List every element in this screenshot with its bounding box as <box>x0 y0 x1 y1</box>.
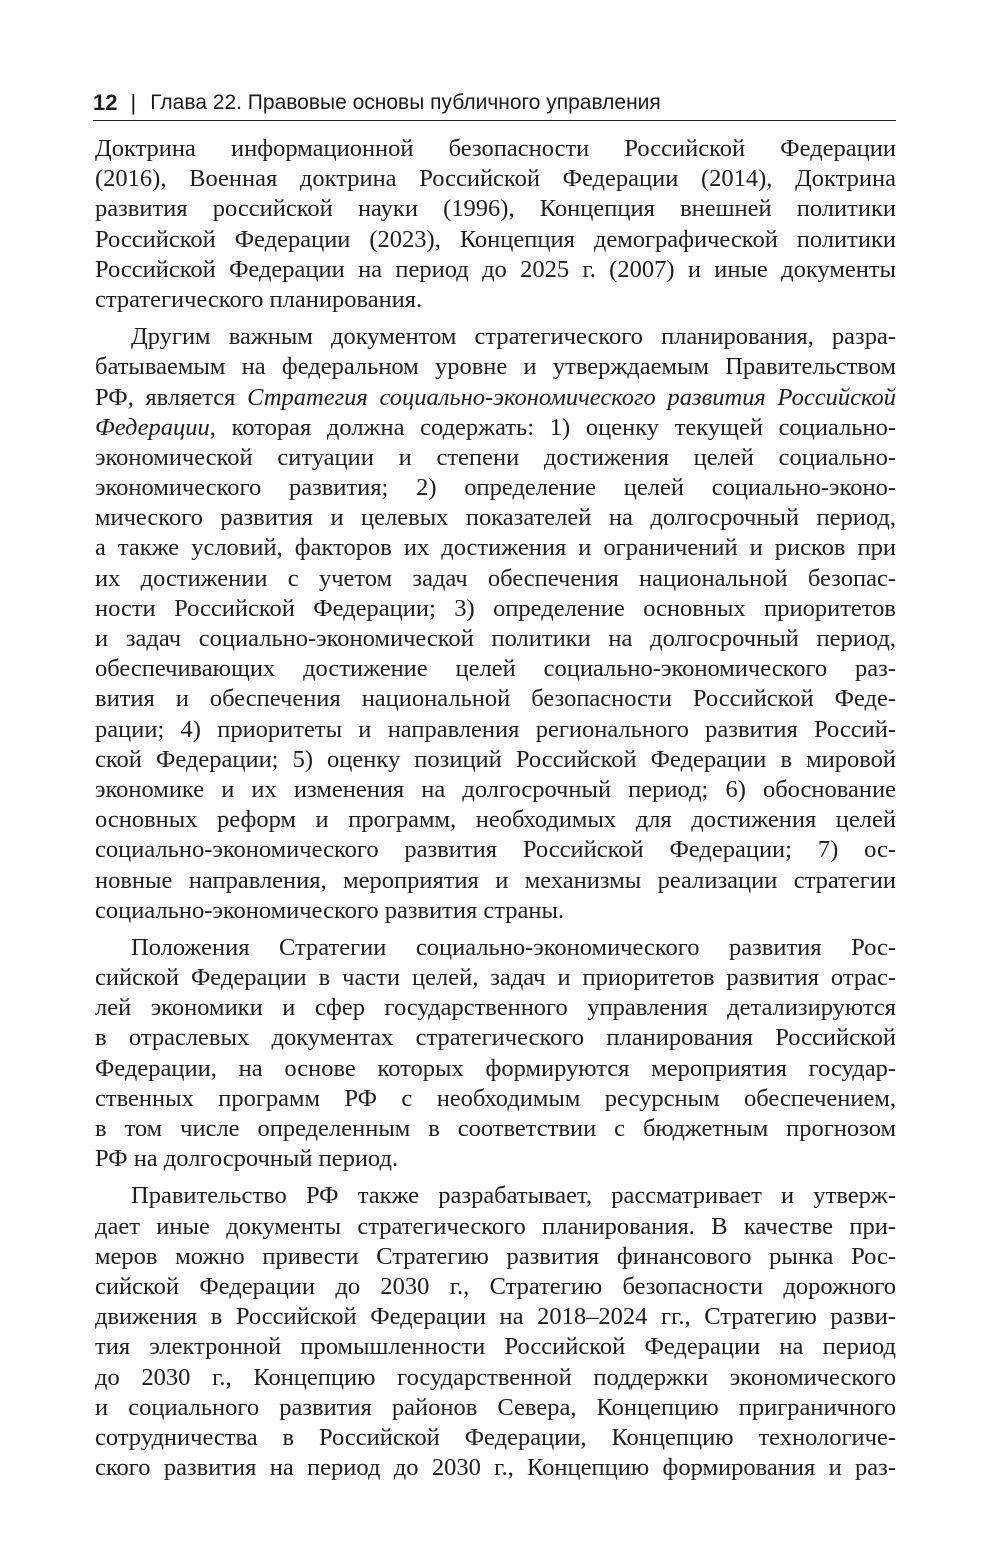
text-line: дает иные документы стратегического планирования. В качестве при- <box>95 1212 896 1240</box>
page-number: 12 <box>93 90 118 115</box>
text-line: ности Российской Федерации; 3) определение основных приоритетов <box>95 594 896 622</box>
text-line: экономической ситуации и степени достижения целей социально- <box>95 443 896 471</box>
text-line: обеспечивающих достижение целей социально-экономического раз- <box>95 655 896 683</box>
paragraph-2 <box>95 322 896 926</box>
text-line: тия электронной промышленности Российской Федерации на период <box>95 1333 896 1361</box>
text-line: сийской Федерации до 2030 г., Стратегию безопасности дорожного <box>95 1272 896 1300</box>
text-line: сийской Федерации в части целей, задач и приоритетов развития отрас- <box>95 964 896 992</box>
text-line: и задач социально-экономической политики на долгосрочный период, <box>95 625 896 652</box>
text-line: ственных программ РФ с необходимым ресурсным обеспечением, <box>95 1084 896 1112</box>
header-separator: | <box>130 90 137 115</box>
italic-term: Федерации <box>95 413 210 441</box>
text-line: Доктрина информационной безопасности Российской Федерации <box>95 135 896 162</box>
text-line: лей экономики и сфер государственного управления детализируются <box>95 994 896 1022</box>
header-rule <box>93 120 896 121</box>
text-line: развития российской науки (1996), Концепция внешней политики <box>95 195 896 223</box>
text-line: социально-экономического развития Российской Федерации; 7) ос- <box>95 836 896 864</box>
paragraph-4 <box>95 1181 896 1483</box>
text-line: мического развития и целевых показателей на долгосрочный период, <box>95 504 896 532</box>
text-line: их достижении с учетом задач обеспечения национальной безопас- <box>95 564 896 592</box>
text-line: ской Федерации; 5) оценку позиций Российской Федерации в мировой <box>95 745 896 773</box>
text-line: сотрудничества в Российской Федерации, Концепцию технологиче- <box>95 1423 896 1451</box>
text-line: батываемым на федеральном уровне и утверждаемым Правительством <box>95 353 896 381</box>
text-line: РФ на долгосрочный период. <box>95 1145 399 1173</box>
text-line: Российской Федерации (2023), Концепция демографической политики <box>95 225 896 253</box>
text-line: стратегического планирования. <box>95 285 423 313</box>
text-line: социально-экономического развития страны. <box>95 896 565 924</box>
text-line: экономике и их изменения на долгосрочный период; 6) обоснование <box>95 775 896 803</box>
text-line: Федерации, на основе которых формируются мероприятия государ- <box>95 1054 896 1082</box>
running-header <box>93 88 896 118</box>
text-line: Положения Стратегии социально-экономического развития Рос- <box>131 933 896 961</box>
text-line: новные направления, мероприятия и механизмы реализации стратегии <box>95 866 896 894</box>
text-line: основных реформ и программ, необходимых для достижения целей <box>95 806 896 834</box>
text-line-mixed <box>95 413 896 443</box>
text-line: экономического развития; 2) определение целей социально-эконо- <box>95 474 896 502</box>
text-line: и социального развития районов Севера, Концепцию приграничного <box>95 1393 896 1421</box>
text-line: рации; 4) приоритеты и направления регионального развития Россий- <box>95 715 896 743</box>
chapter-title: Глава 22. Правовые основы публичного управления <box>150 91 661 114</box>
text-line: меров можно привести Стратегию развития финансового рынка Рос- <box>95 1242 896 1270</box>
text-line: в отраслевых документах стратегического планирования Российской <box>95 1024 896 1052</box>
text-line: Правительство РФ также разрабатывает, рассматривает и утверж- <box>131 1182 896 1210</box>
text-line: движения в Российской Федерации на 2018–2024 гг., Стратегию разви- <box>95 1303 896 1331</box>
text-fragment: РФ, является <box>95 383 248 411</box>
text-line: Российской Федерации на период до 2025 г. (2007) и иные документы <box>95 255 896 283</box>
paragraph-3 <box>95 933 896 1175</box>
text-line-mixed <box>95 383 896 413</box>
body-text <box>95 134 896 1483</box>
italic-term: Стратегия социально-экономического развития Российской <box>247 383 896 411</box>
text-line: вития и обеспечения национальной безопасности Российской Феде- <box>95 685 896 713</box>
text-line: до 2030 г., Концепцию государственной поддержки экономического <box>95 1363 896 1391</box>
text-line: а также условий, факторов их достижения и ограничений и рисков при <box>95 534 896 562</box>
paragraph-1 <box>95 134 896 315</box>
text-line: ского развития на период до 2030 г., Концепцию формирования и раз- <box>95 1454 896 1482</box>
text-line: (2016), Военная доктрина Российской Федерации (2014), Доктрина <box>95 165 896 193</box>
text-line: Другим важным документом стратегического планирования, разра- <box>131 323 896 351</box>
text-fragment: , которая должна содержать: 1) оценку текущей социально- <box>209 413 896 441</box>
text-line: в том числе определенным в соответствии с бюджетным прогнозом <box>95 1115 896 1142</box>
